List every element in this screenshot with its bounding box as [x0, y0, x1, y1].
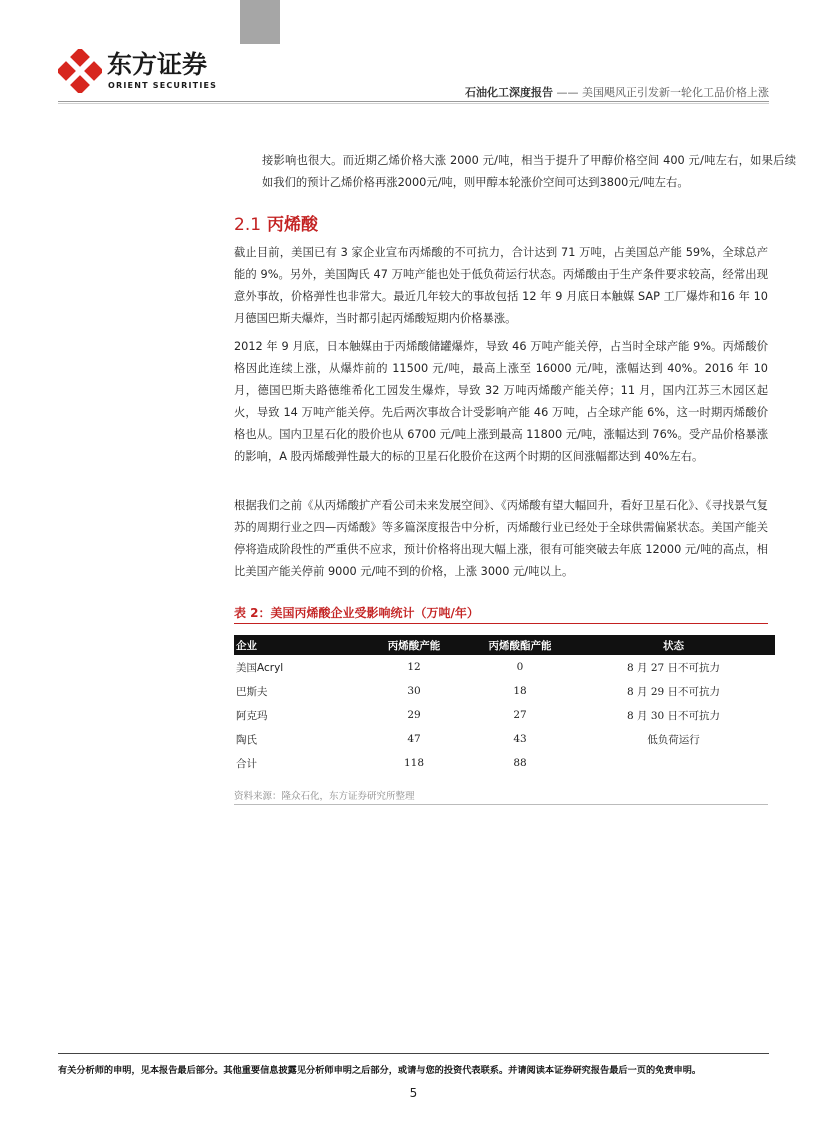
- report-header: [465, 84, 769, 100]
- footer-divider: [58, 1053, 769, 1054]
- logo-english-name: ORIENT SECURITIES: [108, 81, 218, 90]
- report-title: 美国飓风正引发新一轮化工品价格上涨: [582, 86, 769, 99]
- cell-ester-capacity: 88: [513, 757, 527, 769]
- section-number: 2.1: [234, 215, 262, 235]
- section-title: 丙烯酸: [267, 215, 319, 235]
- cell-status: 8 月 29 日不可抗力: [626, 685, 721, 698]
- section-heading: [234, 210, 768, 235]
- cell-ester-capacity: 18: [513, 685, 527, 697]
- cell-company: 合计: [236, 757, 257, 770]
- table-source: 资料来源：隆众石化，东方证券研究所整理: [234, 791, 415, 802]
- cell-acid-capacity: 30: [407, 685, 421, 697]
- header-separator: ——: [556, 86, 579, 99]
- cell-company: 陶氏: [236, 733, 257, 746]
- table-header-row: [234, 635, 775, 655]
- table-row: [234, 727, 775, 751]
- company-logo: [58, 49, 228, 93]
- cell-company: 美国Acryl: [236, 661, 284, 674]
- table-row: [234, 679, 775, 703]
- cell-acid-capacity: 118: [403, 757, 425, 769]
- cell-ester-capacity: 0: [516, 661, 524, 673]
- cell-acid-capacity: 47: [407, 733, 421, 745]
- cell-status: 低负荷运行: [647, 733, 700, 746]
- paragraph-outlook: 根据我们之前《从丙烯酸扩产看公司未来发展空间》、《丙烯酸有望大幅回升，看好卫星石化》、《寻找景气复苏的周期行业之四—丙烯酸》等多篇深度报告中分析，丙烯酸行业已经处于全球供需偏紧状态。美国产能关停将造成阶段性的严重供不应求，预计价格将出现大幅上涨，很有可能突破去年底 12000 元/吨的高点，相比美国产能关停前 9000 元/吨不到的价格，上涨 3000 元/吨以上。: [234, 499, 768, 578]
- table-title-rule: [234, 623, 768, 624]
- col-ester-capacity: 丙烯酸酯产能: [468, 635, 572, 655]
- cell-company: 巴斯夫: [236, 685, 268, 698]
- paragraph-methanol: 接影响也很大。而近期乙烯价格大涨 2000 元/吨，相当于提升了甲醇价格空间 400 元/吨左右，如果后续如我们的预计乙烯价格再涨2000元/吨，则甲醇本轮涨价空间可达到3800元/吨左右。: [262, 154, 796, 189]
- cell-status: 8 月 30 日不可抗力: [626, 709, 721, 722]
- cell-company: 阿克玛: [236, 709, 268, 722]
- disclaimer-note: 有关分析师的申明，见本报告最后部分。其他重要信息披露见分析师申明之后部分，或请与您的投资代表联系。并请阅读本证券研究报告最后一页的免责申明。: [58, 1065, 702, 1076]
- paragraph-history: 2012 年 9 月底，日本触媒由于丙烯酸储罐爆炸，导致 46 万吨产能关停，占当时全球产能 9%。丙烯酸价格因此连续上涨，从爆炸前的 11500 元/吨，最高上涨至 16000 元/吨，涨幅达到 40%。2016 年 10 月，德国巴斯夫路德维希化工园发生爆炸，导致 32 万吨丙烯酸产能关停；11 月，国内江苏三木园区起火，导致 14 万吨产能关停。先后两次事故合计受影响产能 46 万吨，占全球产能 6%，这一时期丙烯酸价格也从。国内卫星石化的股价也从 6700 元/吨上涨到最高 11800 元/吨，涨幅达到 76%。受产品价格暴涨的影响，A 股丙烯酸弹性最大的标的卫星石化股价在这两个时期的区间涨幅都达到 40%左右。: [234, 340, 768, 463]
- cell-acid-capacity: 12: [407, 661, 421, 673]
- header-decor-bar: [240, 0, 280, 44]
- header-divider: [58, 101, 769, 102]
- table-row-total: [234, 751, 775, 775]
- orient-logo-icon: [58, 49, 102, 93]
- page-number: 5: [409, 1086, 418, 1100]
- table-bottom-rule: [234, 804, 768, 805]
- cell-ester-capacity: 43: [513, 733, 527, 745]
- cell-ester-capacity: 27: [513, 709, 527, 721]
- cell-status: [572, 751, 775, 775]
- col-status: 状态: [572, 635, 775, 655]
- table-row: [234, 655, 775, 679]
- report-category: 石油化工深度报告: [465, 86, 553, 99]
- cell-status: 8 月 27 日不可抗力: [626, 661, 721, 674]
- cell-acid-capacity: 29: [407, 709, 421, 721]
- table-title: 表 2：美国丙烯酸企业受影响统计（万吨/年）: [234, 606, 479, 620]
- capacity-table: [234, 635, 775, 775]
- header-divider-secondary: [58, 103, 769, 104]
- paragraph-force-majeure: 截止目前，美国已有 3 家企业宣布丙烯酸的不可抗力，合计达到 71 万吨，占美国总产能 59%，全球总产能的 9%。另外，美国陶氏 47 万吨产能也处于低负荷运行状态。丙烯酸由于生产条件要求较高，经常出现意外事故，价格弹性也非常大。最近几年较大的事故包括 12 年 9 月底日本触媒 SAP 工厂爆炸和16 年 10 月德国巴斯夫爆炸，当时都引起丙烯酸短期内价格暴涨。: [234, 246, 768, 325]
- col-company: 企业: [234, 635, 360, 655]
- logo-chinese-name: 东方证券: [107, 50, 208, 79]
- col-acid-capacity: 丙烯酸产能: [360, 635, 468, 655]
- table-row: [234, 703, 775, 727]
